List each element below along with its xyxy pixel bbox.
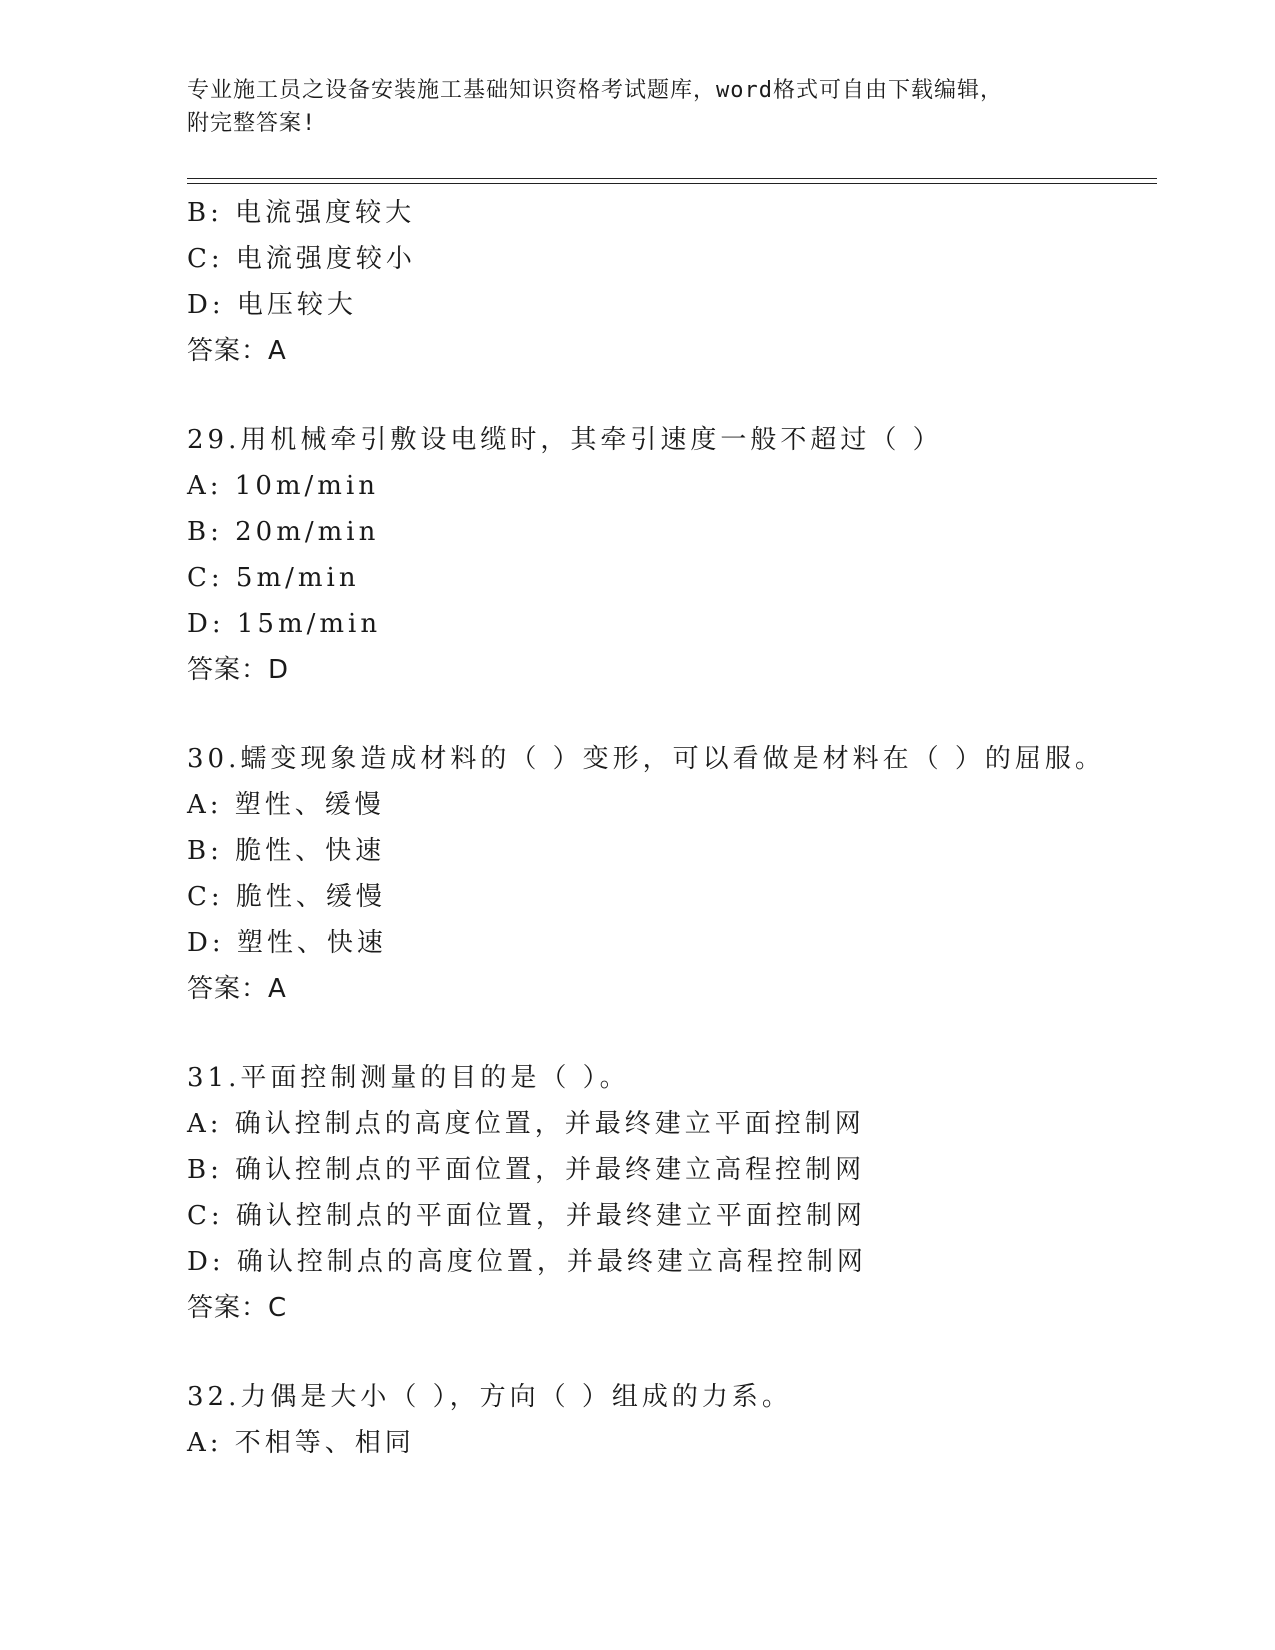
question-block-30 <box>187 736 1147 1012</box>
header-line-2: 附完整答案! <box>187 111 317 136</box>
option-a: A: 不相等、相同 <box>187 1428 415 1458</box>
option-b: B: 脆性、快速 <box>187 836 386 866</box>
option-c: C: 确认控制点的平面位置，并最终建立平面控制网 <box>187 1201 866 1231</box>
option-b: B: 20m/min <box>187 517 380 547</box>
question-stem: 31.平面控制测量的目的是（ ）。 <box>187 1063 630 1093</box>
option-a: A: 塑性、缓慢 <box>187 790 385 820</box>
option-b: B: 电流强度较大 <box>187 198 416 228</box>
header-divider-bottom <box>187 183 1157 184</box>
question-stem: 32.力偶是大小（ ），方向（ ）组成的力系。 <box>187 1382 792 1412</box>
header-divider-top <box>187 178 1157 179</box>
option-c: C: 5m/min <box>187 563 360 593</box>
option-a: A: 确认控制点的高度位置，并最终建立平面控制网 <box>187 1109 865 1139</box>
option-c: C: 脆性、缓慢 <box>187 882 386 912</box>
answer-line: 答案：C <box>187 1293 288 1323</box>
header-line-1: 专业施工员之设备安装施工基础知识资格考试题库，word格式可自由下载编辑， <box>187 78 1003 103</box>
option-d: D: 电压较大 <box>187 290 357 320</box>
answer-line: 答案：A <box>187 336 287 366</box>
question-block-28 <box>187 190 1147 374</box>
option-a: A: 10m/min <box>187 471 380 501</box>
question-block-29 <box>187 417 1147 693</box>
question-list <box>187 190 1147 1466</box>
option-d: D: 确认控制点的高度位置，并最终建立高程控制网 <box>187 1247 867 1277</box>
question-stem: 30.蠕变现象造成材料的（ ）变形，可以看做是材料在（ ）的屈服。 <box>187 744 1105 774</box>
question-block-32 <box>187 1374 1147 1466</box>
option-d: D: 塑性、快速 <box>187 928 387 958</box>
option-d: D: 15m/min <box>187 609 382 639</box>
answer-line: 答案：A <box>187 974 287 1004</box>
document-header <box>187 74 1087 140</box>
option-b: B: 确认控制点的平面位置，并最终建立高程控制网 <box>187 1155 866 1185</box>
option-c: C: 电流强度较小 <box>187 244 416 274</box>
answer-line: 答案：D <box>187 655 290 685</box>
question-stem: 29.用机械牵引敷设电缆时，其牵引速度一般不超过（ ） <box>187 425 943 455</box>
question-block-31 <box>187 1055 1147 1331</box>
